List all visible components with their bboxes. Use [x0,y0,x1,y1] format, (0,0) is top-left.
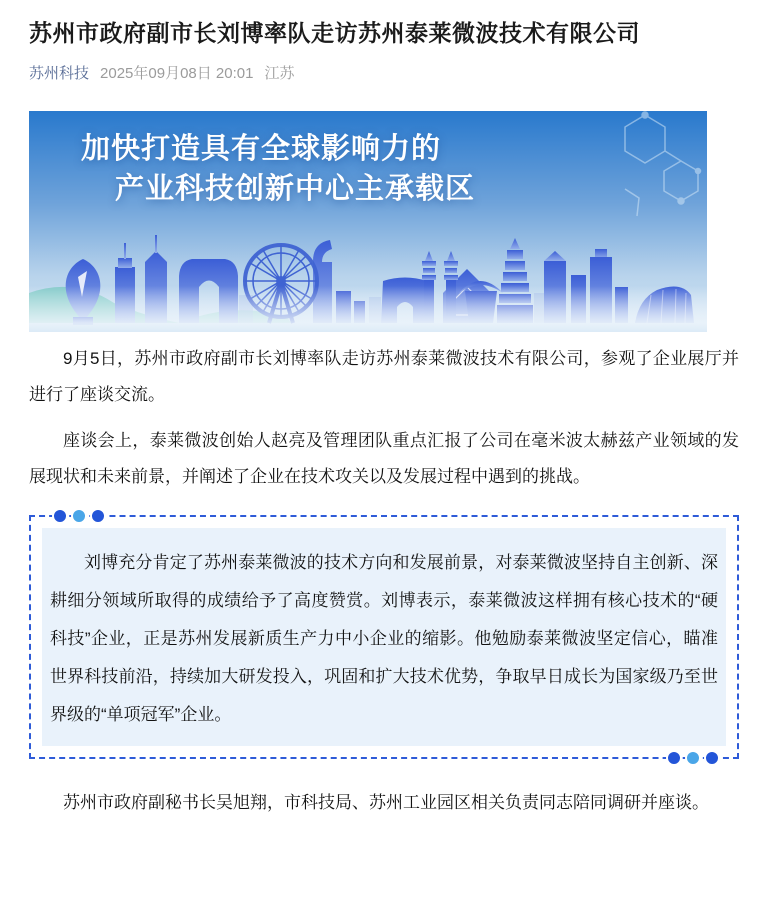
dot-icon [90,508,106,524]
banner-headline-line2: 产业科技创新中心主承载区 [114,173,475,206]
article-page [0,18,768,821]
page-title: 苏州市政府副市长刘博率队走访苏州泰莱微波技术有限公司 [29,20,640,46]
banner-headline-line1: 加快打造具有全球影响力的 [80,133,441,166]
quote-text: 刘博充分肯定了苏州泰莱微波的技术方向和发展前景，对泰莱微波坚持自主创新、深耕细分领域所取得的成绩给予了高度赞赏。刘博表示，泰莱微波这样拥有核心技术的“硬科技”企业，正是苏州发展新质生产力中小企业的缩影。他勉励泰莱微波坚定信心，瞄准世界科技前沿，持续加大研发投入，巩固和扩大技术优势，争取早日成长为国家级乃至世界级的“单项冠军”企业。 [50,553,718,725]
fog-overlay [29,286,707,332]
body-paragraph-2: 座谈会上，泰莱微波创始人赵亮及管理团队重点汇报了公司在毫米波太赫兹产业领域的发展现状和未来前景，并阐述了企业在技术攻关以及发展过程中遇到的挑战。 [29,431,739,487]
body-paragraph-3: 苏州市政府副秘书长吴旭翔，市科技局、苏州工业园区相关负责同志陪同调研并座谈。 [63,793,709,813]
publish-region: 江苏 [264,65,295,83]
dot-icon [52,508,68,524]
highlight-box [29,515,739,759]
body-paragraph-1: 9月5日，苏州市政府副市长刘博率队走访苏州泰莱微波技术有限公司，参观了企业展厅并进行了座谈交流。 [29,349,739,405]
byline [29,62,739,83]
dot-icon [71,508,87,524]
dot-icon [704,750,720,766]
dots-ornament-top [52,508,106,524]
dot-icon [666,750,682,766]
dots-ornament-bottom [666,750,720,766]
highlight-box-content [42,528,726,746]
dot-icon [685,750,701,766]
account-link[interactable]: 苏州科技 [29,65,90,83]
publish-date: 2025年09月08日 20:01 [100,65,254,83]
banner-image[interactable] [29,111,707,332]
